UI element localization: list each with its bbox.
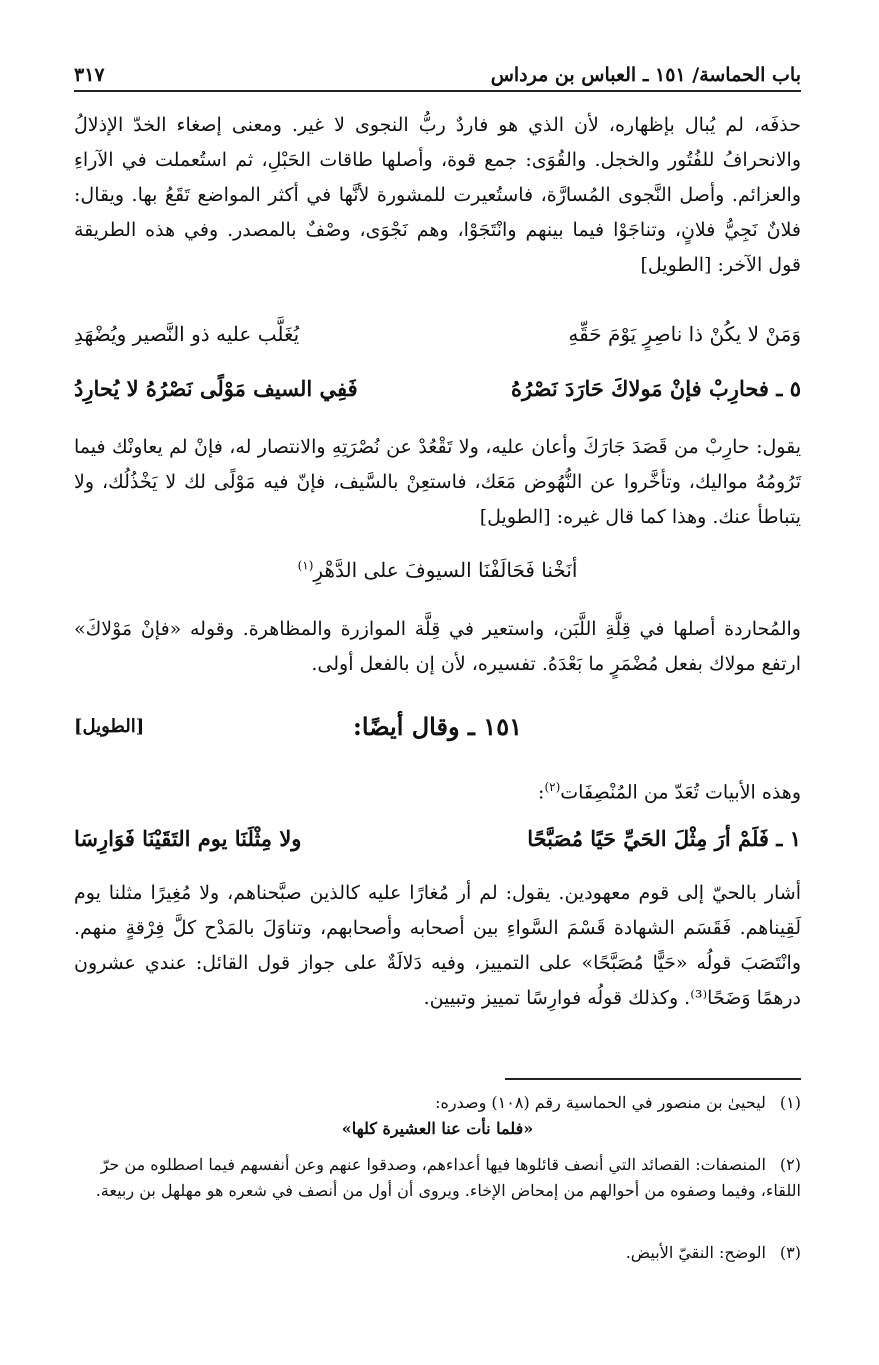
- poem-verse-5: [74, 376, 801, 401]
- verse-first-hemistich: ٥ ـ فحارِبْ فإنْ مَولاكَ حَارَدَ نَصْرُهُ: [511, 376, 801, 401]
- commentary-paragraph-2: يقول: حارِبْ من قَصَدَ جَارَكَ وأعان عليه، ولا تَقْعُدْ عن نُصْرَتِهِ والانتصار له، فإنْ لم يعاونْك فيما تَرُومُهُ مواليك، وتأخَّروا عن النُّهُوض مَعَك، فاستعِنْ بالسَّيف، فإنّ فيه مَوْلًى لك لا يَخْذُلُك، ولا يتباطأ عنك. وهذا كما قال غيره: [الطويل]: [74, 436, 801, 528]
- intro-text: وهذه الأبيات تُعَدّ من المُنْصِفَات: [560, 781, 801, 804]
- footnote-quote: «فلما نأت عنا العشيرة كلها»: [341, 1119, 534, 1138]
- chapter-title: باب الحماسة/ ١٥١ ـ العباس بن مرداس: [490, 64, 801, 86]
- footnote-text: الوضح: النقيّ الأبيض.: [625, 1243, 766, 1262]
- quoted-half-verse: [74, 558, 801, 582]
- running-header: [74, 58, 801, 92]
- footnote-number: (٣): [779, 1243, 801, 1262]
- commentary-paragraph-4: أشار بالحيّ إلى قوم معهودين. يقول: لم أر مُغارًا عليه كالذين صبَّحناهم، ولا مُغِيرًا مثلنا يوم لَقِيناهم. فَقَسَم الشهادة قَسْمَ السَّواءِ بين أصحابه وأصحابهم، وتناوَلَ بالمَدْح كلَّ فِرْقةٍ منهم. وانْتَصَبَ قولُه «حَيًّا مُصَبَّحًا» على التمييز، وفيه دَلالَةٌ على جواز قول القائل: عندي عشرون درهمًا وَضَحًا⁽³⁾. وكذلك قولُه فوارِسًا تمييز وتبيين.: [74, 882, 801, 1009]
- verse-first-hemistich: ١ ـ فَلَمْ أرَ مِثْلَ الحَيِّ حَيًا مُصَبَّحًا: [527, 826, 801, 851]
- footnote-text: ليحيىٰ بن منصور في الحماسية رقم (١٠٨) وصدره:: [435, 1093, 766, 1112]
- poem-verse-1: [74, 826, 801, 851]
- verse-first-hemistich: وَمَنْ لا يكُنْ ذا ناصِرٍ يَوْمَ حَقِّهِ: [568, 322, 801, 346]
- verse-second-hemistich: يُغَلَّب عليه ذو النَّصير ويُضْهَدِ: [74, 322, 300, 346]
- footnote-separator: [505, 1078, 801, 1080]
- section-title: ١٥١ ـ وقال أيضًا:: [353, 712, 522, 741]
- intro-tail: :: [538, 781, 545, 804]
- section-heading: [74, 712, 801, 741]
- footnote-number: (١): [779, 1093, 801, 1112]
- footnote-2: [74, 1152, 801, 1204]
- footnote-3: [74, 1240, 801, 1266]
- verse-second-hemistich: ولا مِثْلَنَا يوم التَقَيْنَا فَوَارِسَا: [74, 826, 302, 851]
- half-verse-text: أنَخْنا فَحَالَفْنَا السيوفَ على الدَّهْرِ: [313, 558, 578, 582]
- commentary-paragraph-3: والمُحاردة أصلها في قِلَّةِ اللَّبَن، واستعير في قِلَّة الموازرة والمظاهرة. وقوله «فإنْ مَوْلاكَ» ارتفع مولاك بفعل مُضْمَرٍ ما بَعْدَهُ. تفسيره، لأن إن بالفعل أولى.: [74, 618, 801, 675]
- footnote-ref-1: (١): [297, 558, 314, 573]
- verse-second-hemistich: فَفِي السيف مَوْلًى نَصْرُهُ لا يُحارِدُ: [74, 376, 358, 401]
- footnote-text: المنصفات: القصائد التي أنصف قائلوها فيها أعداءهم، وصدقوا عنهم وعن أنفسهم فيما اصطلوه من حرّ اللقاء، وفيما وصفوه من أحوالهم من إمحاض الإخاء. ويروى أن أول من أنصف في شعره هو مهلهل بن ربيعة.: [95, 1155, 801, 1200]
- page-number: ٣١٧: [74, 64, 105, 86]
- footnote-1: [74, 1090, 801, 1142]
- intro-line: [74, 770, 801, 810]
- footnote-ref-2: (٢): [544, 780, 561, 794]
- commentary-paragraph-1: حذفَه، لم يُبال بإظهاره، لأن الذي هو فاردٌ ربُّ النجوى لا غير. ومعنى إصغاء الخدّ الإذلالُ والانحرافُ للفُتُور والخجل. والقُوَى: جمع قوة، وأصلها طاقات الحَبْلِ، ثم استُعملت في الآراءِ والعزائم. وأصل النَّجوى المُسارَّة، فاستُعيرت للمشورة لأنَّها في أكثر المواضع تَقَعُ بها. ويقال: فلانٌ نَجِيُّ فلانٍ، وتناجَوْا فيما بينهم وانْتَجَوْا، وهم نَجْوَى، وصْفٌ بالمصدر. وفي هذه الطريقة قول الآخر: [الطويل]: [74, 114, 801, 276]
- section-meter: [الطويل]: [74, 716, 145, 737]
- footnote-number: (٢): [779, 1155, 801, 1174]
- quoted-verse: [74, 322, 801, 346]
